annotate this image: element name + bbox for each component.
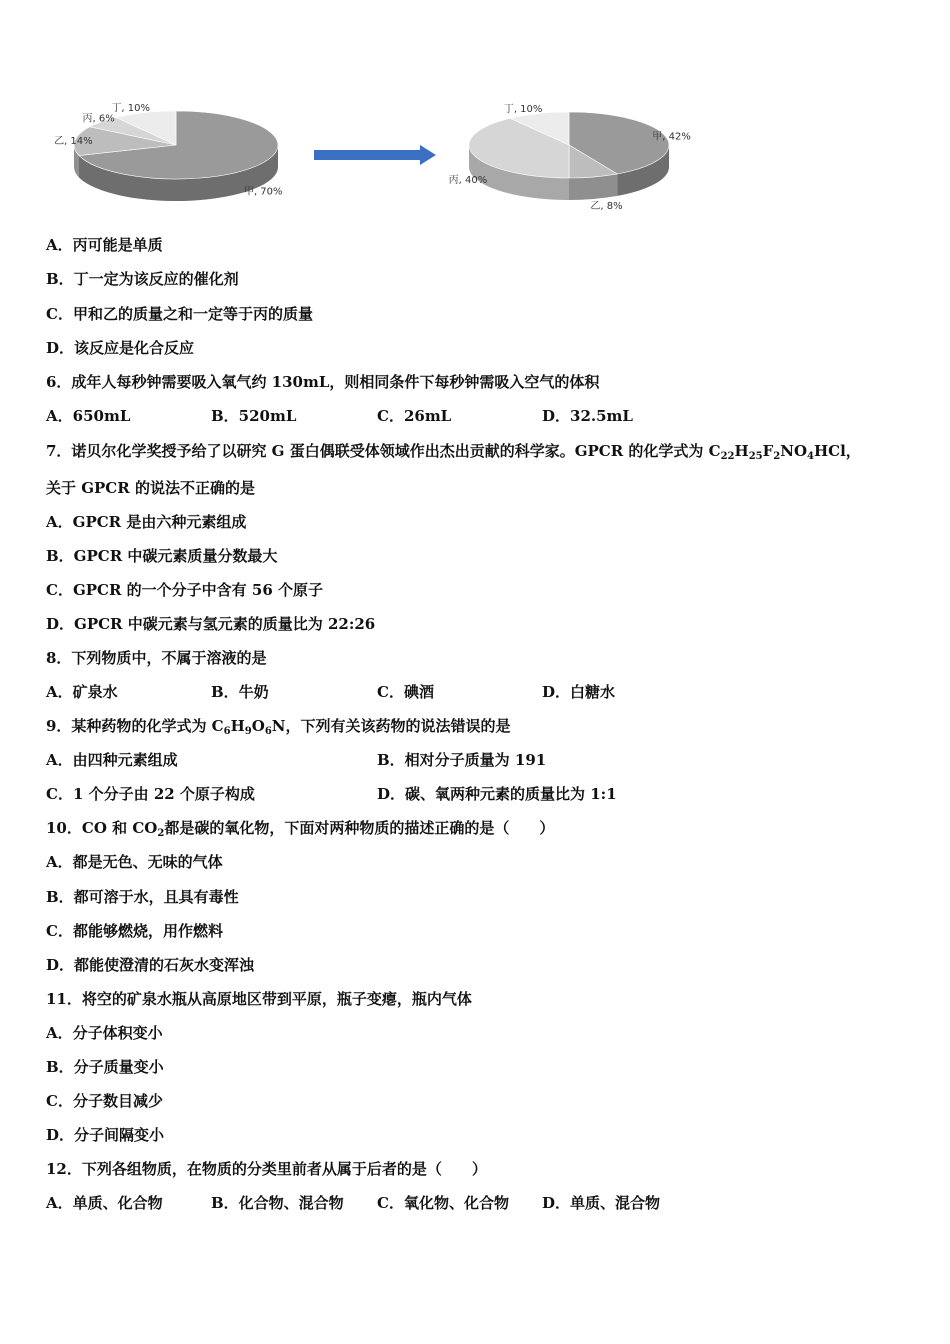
q10-option-b: B．都可溶于水，且具有毒性 — [46, 888, 239, 906]
q5-option-b: B．丁一定为该反应的催化剂 — [46, 270, 239, 288]
q8-stem: 8．下列物质中，不属于溶液的是 — [46, 649, 267, 667]
pie-chart-before — [44, 99, 312, 221]
q10-option-c: C．都能够燃烧，用作燃料 — [46, 922, 223, 940]
q10-stem: 10．CO 和 $CO_2$都是碳的氧化物，下面对两种物质的描述正确的是（ ） — [46, 819, 555, 839]
pie1-label-丙: 丙, 6% — [82, 113, 115, 125]
q8-option-a: A．矿泉水 — [46, 683, 118, 701]
q11-option-c: C．分子数目减少 — [46, 1092, 163, 1110]
q8-option-c: C．碘酒 — [377, 683, 434, 701]
q6-option-a: A．650mL — [46, 407, 131, 425]
pie1-label-甲: 甲, 70% — [243, 186, 283, 198]
pie2-label-丁: 丁, 10% — [503, 103, 543, 115]
q8-option-b: B．牛奶 — [211, 683, 269, 701]
q12-option-c: C．氧化物、化合物 — [377, 1194, 509, 1212]
q12-stem: 12．下列各组物质，在物质的分类里前者从属于后者的是（ ） — [46, 1160, 487, 1178]
q7-option-c: C．GPCR 的一个分子中含有 56 个原子 — [46, 581, 323, 599]
q11-option-b: B．分子质量变小 — [46, 1058, 164, 1076]
q12-option-a: A．单质、化合物 — [46, 1194, 163, 1212]
q9-stem: 9．某种药物的化学式为 $C_6H_9O_6N$，下列有关该药物的说法错误的是 — [46, 717, 511, 737]
q9-option-d: D．碳、氧两种元素的质量比为 1:1 — [377, 785, 617, 803]
q7-stem-line2: 关于 GPCR 的说法不正确的是 — [46, 479, 255, 497]
q7-option-d: D．GPCR 中碳元素与氢元素的质量比为 22:26 — [46, 615, 376, 633]
pie2-label-甲: 甲, 42% — [652, 131, 691, 143]
q11-option-a: A．分子体积变小 — [46, 1024, 163, 1042]
q9-option-b: B．相对分子质量为 191 — [377, 751, 547, 769]
q6-stem: 6．成年人每秒钟需要吸入氧气约 130mL，则相同条件下每秒钟需吸入空气的体积 — [46, 373, 600, 391]
pie1-label-乙: 乙, 14% — [54, 135, 93, 147]
right-arrow-icon — [314, 145, 438, 169]
pie2-label-丙: 丙, 40% — [448, 175, 488, 187]
pie1-label-丁: 丁, 10% — [111, 102, 151, 114]
q7-stem: 7．诺贝尔化学奖授予给了以研究 G 蛋白偶联受体领域作出杰出贡献的科学家。GPCR 的化学式为 $C_{22}H_{25}F_2NO_4HCl$， — [46, 442, 861, 462]
q5-option-a: A．丙可能是单质 — [46, 236, 163, 254]
q11-option-d: D．分子间隔变小 — [46, 1126, 165, 1144]
q8-option-d: D．白糖水 — [542, 683, 616, 701]
pie-chart-after — [437, 99, 703, 221]
q9-option-a: A．由四种元素组成 — [46, 751, 178, 769]
q12-option-d: D．单质、混合物 — [542, 1194, 661, 1212]
q7-option-b: B．GPCR 中碳元素质量分数最大 — [46, 547, 278, 565]
q12-option-b: B．化合物、混合物 — [211, 1194, 344, 1212]
q10-option-d: D．都能使澄清的石灰水变浑浊 — [46, 956, 255, 974]
q6-option-d: D．32.5mL — [542, 407, 633, 425]
q5-option-c: C．甲和乙的质量之和一定等于丙的质量 — [46, 305, 313, 323]
q6-option-c: C．26mL — [377, 407, 452, 425]
pie2-label-乙: 乙, 8% — [590, 200, 623, 212]
q7-option-a: A．GPCR 是由六种元素组成 — [46, 513, 247, 531]
q11-stem: 11．将空的矿泉水瓶从高原地区带到平原，瓶子变瘪，瓶内气体 — [46, 990, 472, 1008]
q10-option-a: A．都是无色、无味的气体 — [46, 853, 223, 871]
q9-option-c: C．1 个分子由 22 个原子构成 — [46, 785, 255, 803]
q5-option-d: D．该反应是化合反应 — [46, 339, 195, 357]
q6-option-b: B．520mL — [211, 407, 297, 425]
